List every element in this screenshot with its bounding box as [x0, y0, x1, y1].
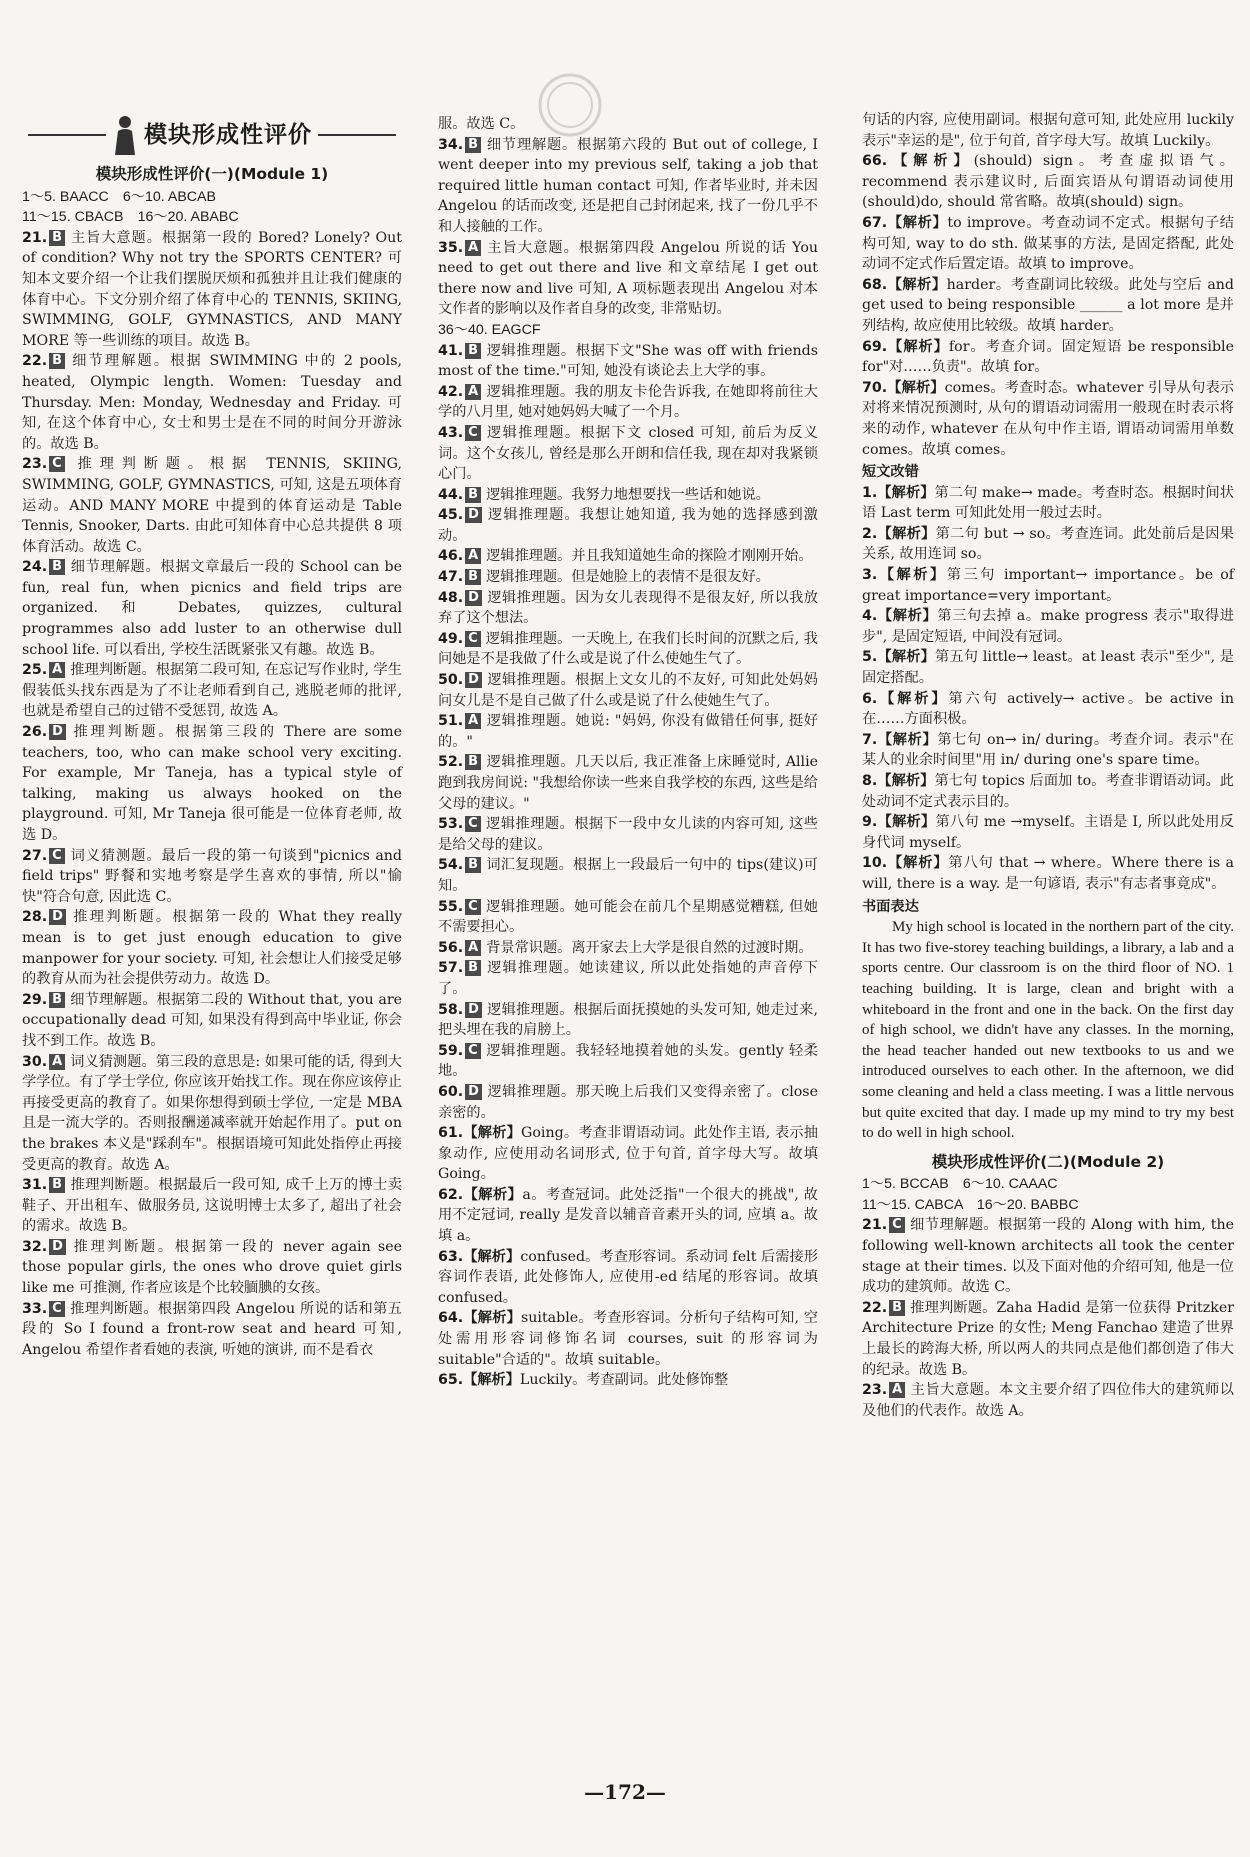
answer-badge: B	[465, 857, 481, 873]
answer-item	[438, 938, 818, 959]
item-text: 逻辑推理题。她说: "妈妈, 你没有做错任何事, 挺好的。"	[438, 713, 818, 750]
item-number: 53.	[438, 816, 464, 833]
col3-item-list-2	[862, 1215, 1234, 1421]
col2-item-list-3	[438, 1123, 818, 1391]
item-text: 逻辑推理题。根据上文女儿的不友好, 可知此处妈妈问女儿是不是自己做了什么或是说了什么使她生气了。	[438, 672, 818, 709]
answer-line: 1～5. BAACC 6～10. ABCAB	[22, 188, 216, 205]
item-number: 59.	[438, 1042, 464, 1059]
answer-badge: A	[465, 713, 481, 729]
item-number: 56.	[438, 939, 464, 956]
answer-item	[862, 853, 1234, 894]
answer-item	[862, 689, 1234, 730]
item-text: 第五句 little→ least。at least 表示"至少", 是固定搭配。	[862, 649, 1234, 687]
item-text: 第三句去掉 a。make progress 表示"取得进步", 是固定短语, 中间没有冠词。	[862, 608, 1234, 645]
answer-item	[22, 1175, 402, 1237]
item-text: 推理判断题。Zaha Hadid 是第一位获得 Pritzker Architecture Prize 的女性; Meng Fanchao 建造了世界上最长的跨海大桥, 所以两人的共同点是他们都创造了伟大的纪录。故选 B。	[862, 1299, 1234, 1378]
item-text: 逻辑推理题。我的朋友卡伦告诉我, 在她即将前往大学的八月里, 她对她妈妈大喊了一个月。	[438, 383, 818, 421]
answer-badge: D	[49, 1239, 66, 1255]
item-text: 逻辑推理题。根据后面抚摸她的头发可知, 她走过来, 把头埋在我的肩膀上。	[438, 1001, 818, 1039]
item-text: 逻辑推理题。根据下文"She was off with friends most of the time."可知, 她没有谈论去上大学的事。	[438, 342, 818, 380]
item-number: 25.	[22, 662, 48, 679]
item-number: 32.	[22, 1238, 48, 1255]
analysis-tag: 【解析】	[877, 814, 936, 831]
item-text: 第六句 actively→ active。be active in 在……方面积极。	[862, 690, 1234, 728]
answer-item	[438, 1370, 818, 1391]
student-figure-icon	[112, 115, 138, 155]
item-text: 逻辑推理题。我轻轻地摸着她的头发。gently 轻柔地。	[438, 1042, 818, 1080]
answer-badge: B	[889, 1300, 905, 1316]
analysis-tag: 【解析】	[877, 649, 936, 666]
answer-badge: B	[49, 992, 65, 1008]
answer-item	[862, 1215, 1234, 1297]
item-number: 4.	[862, 608, 878, 625]
item-text: 推理判断题。根据第一段的 What they really mean is to get just enough education to give manpower for your society. 可知, 社会想让人们接受足够的教育从而为社会提供劳动力。故选 D。	[22, 909, 402, 988]
item-number: 7.	[862, 731, 878, 748]
answer-item	[22, 1237, 402, 1299]
answer-badge: B	[465, 960, 481, 976]
column-1	[22, 110, 402, 1360]
answer-item	[862, 378, 1234, 460]
item-text: 推理判断题。根据 TENNIS, SKIING, SWIMMING, GOLF, GYMNASTICS, 可知, 这是五项体育运动。AND MANY MORE 中提到的体育运动是 Table Tennis, Snooker, Darts. 由此可知体育中心总共提供 8 项体育活动。故选 C。	[22, 456, 402, 555]
analysis-tag: 【解析】	[463, 1248, 521, 1265]
answer-item	[22, 1299, 402, 1361]
item-text: 第八句 that → where。Where there is a will, there is a way. 是一句谚语, 表示"有志者事竟成"。	[862, 855, 1234, 892]
item-number: 62.	[438, 1186, 464, 1203]
item-number: 69.	[862, 338, 888, 355]
analysis-tag: 【解析】	[887, 855, 949, 872]
item-number: 30.	[22, 1053, 48, 1070]
answer-line: 36～40. EAGCF	[438, 321, 541, 338]
answer-badge: C	[465, 1043, 481, 1059]
item-number: 57.	[438, 960, 464, 977]
answer-item	[862, 1298, 1234, 1380]
item-text: Going。考查非谓语动词。此处作主语, 表示抽象动作, 应使用动名词形式, 位于句首, 首字母大写。故填 Going。	[438, 1125, 818, 1183]
item-text: 逻辑推理题。那天晚上后我们又变得亲密了。close 亲密的。	[438, 1083, 818, 1121]
item-number: 64.	[438, 1310, 464, 1327]
answer-badge: B	[49, 353, 65, 369]
answer-badge: A	[465, 240, 481, 256]
col2-item-list	[438, 135, 818, 320]
item-text: to improve。考查动词不定式。根据句子结构可知, way to do sth. 做某事的方法, 是固定搭配, 此处动词不定式作后置定语。故填 to improve。	[862, 214, 1234, 273]
answer-badge: A	[465, 548, 481, 564]
answer-badge: C	[49, 1301, 65, 1317]
item-number: 68.	[862, 276, 888, 293]
writing-heading: 书面表达	[862, 898, 919, 915]
item-number: 45.	[438, 507, 464, 524]
answer-badge: A	[465, 384, 481, 400]
item-text: 推理判断题。根据最后一段可知, 成千上万的博士卖鞋子、开出租车、做服务员, 这说明博士太多了, 超出了社会的需求。故选 B。	[22, 1177, 402, 1235]
answer-badge: B	[49, 230, 65, 246]
analysis-tag: 【解析】	[887, 338, 949, 355]
item-text: 逻辑推理题。但是她脸上的表情不是很友好。	[486, 569, 770, 586]
item-number: 55.	[438, 898, 464, 915]
item-text: 主旨大意题。根据第一段的 Bored? Lonely? Out of condition? Why not try the SPORTS CENTER? 可知本文要介绍一个让我们摆脱厌烦和孤独并且让我们健康的体育中心。下文分别介绍了体育中心的 TENNIS, SKIING, SWIMMING, GOLF, GYMNASTICS, AND MANY MORE 等一些训练的项目。故选 B。	[22, 229, 402, 349]
answer-line: 1～5. BCCAB 6～10. CAAAC	[862, 1176, 1058, 1193]
answer-item	[438, 238, 818, 320]
analysis-tag: 【解析】	[463, 1186, 523, 1203]
item-number: 43.	[438, 424, 464, 441]
analysis-tag: 【解析】	[887, 214, 948, 231]
answer-badge: C	[465, 631, 481, 647]
item-text: 逻辑推理题。我努力地想要找一些话和她说。	[486, 486, 770, 503]
item-number: 50.	[438, 672, 464, 689]
answer-item	[22, 846, 402, 908]
item-text: 逻辑推理题。根据下一段中女儿读的内容可知, 这些是给父母的建议。	[438, 816, 818, 853]
item-number: 44.	[438, 486, 464, 503]
answer-badge: D	[465, 1002, 482, 1018]
item-text: confused。考查形容词。系动词 felt 后需接形容词作表语, 此处修饰人, 应使用-ed 结尾的形容词。故填 confused。	[438, 1248, 818, 1306]
item-text: 细节理解题。根据文章最后一段的 School can be fun, real fun, when picnics and field trips are organized. 和 Debates, quizzes, cultural programmes also add luster to an otherwise dull school life. 可以看出, 学校生活既紧张又有趣。故选 B。	[22, 559, 402, 658]
analysis-tag: 【解析】	[877, 773, 935, 789]
analysis-tag: 【解析】	[463, 1372, 520, 1389]
answer-badge: B	[465, 754, 481, 770]
answer-item	[22, 660, 402, 722]
item-number: 31.	[22, 1177, 48, 1194]
item-number: 5.	[862, 649, 878, 666]
item-text: 细节理解题。根据第六段的 But out of college, I went deeper into my previous self, taking a job that required little human contact 可知, 作者毕业时, 并未因 Angelou 的话而改变, 还是把自己封闭起来, 找了一份几乎不和人接触的工作。	[438, 136, 818, 235]
item-text: 第二句 make→ made。考查时态。根据时间状语 Last term 可知此处用一般过去时。	[862, 484, 1234, 522]
item-text: 细节理解题。根据第一段的 Along with him, the following well-known architects all took the center stage at their times. 以及下面对他的介绍可知, 他是一位成功的建筑师。故选 C。	[862, 1217, 1234, 1296]
answer-badge: D	[465, 507, 482, 523]
answer-item	[438, 546, 818, 567]
item-number: 63.	[438, 1248, 464, 1265]
item-text: 第七句 topics 后面加 to。考查非谓语动词。此处动词不定式表示目的。	[862, 773, 1234, 810]
module-1-title: 模块形成性评价(一)(Module 1)	[95, 165, 329, 183]
item-number: 41.	[438, 342, 464, 359]
item-text: 逻辑推理题。几天以后, 我正准备上床睡觉时, Allie 跑到我房间说: "我想给你读一些来自我学校的东西, 这些是给父母的建议。"	[438, 754, 818, 812]
analysis-tag: 【解析】	[463, 1125, 522, 1142]
item-text: 逻辑推理题。一天晚上, 在我们长时间的沉默之后, 我问她是不是我做了什么或是说了什么使她生气了。	[438, 630, 818, 668]
answer-badge: B	[465, 569, 481, 585]
item-text: 主旨大意题。本文主要介绍了四位伟大的建筑师以及他们的代表作。故选 A。	[862, 1382, 1234, 1419]
item-text: 推理判断题。根据第二段可知, 在忘记写作业时, 学生假装低头找东西是为了不让老师看到自己, 逃脱老师的批评, 也就是希望自己的过错不受惩罚, 故选 A。	[22, 662, 402, 720]
item-text: 逻辑推理题。我想让她知道, 我为她的选择感到激动。	[438, 507, 818, 544]
answer-item	[438, 1247, 818, 1309]
item-number: 8.	[862, 773, 878, 789]
item-number: 60.	[438, 1083, 464, 1100]
item-number: 2.	[862, 525, 878, 542]
item-text: harder。考查副词比较级。此处与空后 and get used to being responsible ______ a lot more 是并列结构, 故应使用比较级。故填 harder。	[862, 276, 1234, 334]
item-number: 65.	[438, 1372, 464, 1389]
item-number: 3.	[862, 567, 878, 584]
item-text: 背景常识题。离开家去上大学是很自然的过渡时期。	[486, 939, 813, 956]
answer-item	[438, 897, 818, 938]
answer-item	[862, 1380, 1234, 1421]
item-number: 21.	[22, 229, 48, 246]
answer-item	[438, 505, 818, 546]
answer-badge: D	[465, 1084, 482, 1100]
error-correction-heading: 短文改错	[862, 464, 919, 481]
continued-text: 服。故选 C。	[438, 116, 525, 132]
item-text: 逻辑推理题。并且我知道她生命的探险才刚刚开始。	[486, 548, 813, 565]
item-text: 词义猜测题。第三段的意思是: 如果可能的话, 得到大学学位。有了学士学位, 你应该开始找工作。现在你应该停止再接受更高的教育了。如果你想得到硕士学位, 一定是 MBA 且是一流大学的。否则报酬递减率就开始起作用了。put on the brakes 本义是"踩刹车"。根据语境可知此处指停止再接受更高的教育。故选 A。	[22, 1053, 402, 1173]
analysis-tag: 【解析】	[877, 731, 938, 748]
item-number: 52.	[438, 754, 464, 771]
analysis-tag: 【解析】	[877, 525, 936, 542]
item-text: 细节理解题。根据 SWIMMING 中的 2 pools, heated, Olympic length. Women: Tuesday and Thursday. Men: Monday, Wednesday and Friday. 可知, 在这个体育中心, 女士和男士是在不同的时间分开游泳的。故选 B。	[22, 353, 402, 452]
item-number: 9.	[862, 814, 878, 831]
item-number: 61.	[438, 1125, 464, 1142]
item-text: 推理判断题。根据第三段的 There are some teachers, too, who can make school very exciting. For example, Mr Taneja, has a typical style of talking, making us always hooked on the playground. 可知, Mr Taneja 很可能是一位体育老师, 故选 D。	[22, 724, 402, 843]
answer-item	[22, 722, 402, 846]
answer-item	[438, 752, 818, 814]
analysis-tag: 【解析】	[463, 1310, 522, 1327]
answer-badge: B	[49, 1177, 65, 1193]
item-number: 6.	[862, 690, 878, 707]
banner-rule-left	[28, 134, 106, 136]
answer-item	[438, 485, 818, 506]
item-text: a。考查冠词。此处泛指"一个很大的挑战", 故用不定冠词, really 是发音以辅音音素开头的词, 应填 a。故填 a。	[438, 1186, 818, 1245]
item-number: 66.	[862, 153, 888, 170]
answer-badge: D	[465, 672, 482, 688]
answer-item	[438, 423, 818, 485]
item-text: 推理判断题。根据第四段 Angelou 所说的话和第五段的 So I found a front-row seat and heard 可知, Angelou 希望作者看她的表演, 听她的演讲, 而不是看衣	[22, 1300, 402, 1358]
answer-item	[862, 771, 1234, 812]
answer-badge: D	[49, 724, 66, 740]
column-3	[862, 110, 1234, 1421]
answer-badge: B	[465, 487, 481, 503]
item-number: 48.	[438, 589, 464, 606]
item-number: 35.	[438, 239, 464, 256]
item-text: 主旨大意题。根据第四段 Angelou 所说的话 You need to get out there and live 和文章结尾 I get out there now and live 可知, A 项标题表现出 Angelou 对本文作者的影响以及作者自身的改变, 非常贴切。	[438, 239, 818, 318]
answer-line: 11～15. CABCA 16～20. BABBC	[862, 1196, 1079, 1213]
answer-item	[438, 670, 818, 711]
answer-item	[438, 1308, 818, 1370]
answer-item	[438, 711, 818, 752]
banner-title: 模块形成性评价	[144, 121, 312, 148]
answer-item	[862, 213, 1234, 275]
item-number: 47.	[438, 569, 464, 586]
item-number: 22.	[862, 1299, 888, 1316]
answer-item	[22, 557, 402, 660]
item-text: comes。考查时态。whatever 引导从句表示对将来情况预测时, 从句的谓语动词需用一般现在时表示将来的动作, whatever 在从句中作主语, 谓语动词需用单数 comes。故填 comes。	[862, 379, 1234, 458]
col3-item-list	[862, 151, 1234, 460]
answer-item	[862, 151, 1234, 213]
answer-badge: C	[465, 425, 481, 441]
item-number: 34.	[438, 136, 464, 153]
answer-badge: C	[49, 848, 65, 864]
item-text: (should) sign。考查虚拟语气。recommend 表示建议时, 后面宾语从句谓语动词使用(should)do, should 常省略。故填(should) sign。	[862, 153, 1234, 211]
answer-item	[22, 454, 402, 557]
answer-line: 11～15. CBACB 16～20. ABABC	[22, 209, 239, 226]
answer-item	[862, 565, 1234, 606]
answer-item	[862, 730, 1234, 771]
item-number: 21.	[862, 1217, 888, 1234]
answer-item	[862, 275, 1234, 337]
answer-badge: B	[49, 559, 65, 575]
item-text: 细节理解题。根据第二段的 Without that, you are occupationally dead 可知, 如果没有得到高中毕业证, 你会找不到工作。故选 B。	[22, 991, 402, 1049]
banner-rule-right	[318, 134, 396, 136]
answer-badge: C	[465, 816, 481, 832]
item-text: 第二句 but → so。考查连词。此处前后是因果关系, 故用连词 so。	[862, 525, 1234, 563]
item-text: 逻辑推理题。她可能会在前几个星期感觉糟糕, 但她不需要担心。	[438, 898, 818, 936]
item-number: 67.	[862, 214, 888, 231]
answer-item	[22, 228, 402, 352]
item-text: 逻辑推理题。她读建议, 所以此处指她的声音停下了。	[438, 960, 818, 997]
answer-item	[862, 812, 1234, 853]
answer-item	[438, 814, 818, 855]
answer-item	[862, 524, 1234, 565]
answer-item	[438, 855, 818, 896]
item-number: 1.	[862, 484, 878, 501]
item-number: 23.	[862, 1382, 888, 1399]
item-number: 51.	[438, 713, 464, 730]
answer-badge: B	[465, 137, 481, 153]
answer-item	[438, 629, 818, 670]
col3-fix-list	[862, 483, 1234, 895]
item-text: suitable。考查形容词。分析句子结构可知, 空处需用形容词修饰名词 courses, suit 的形容词为 suitable"合适的"。故填 suitable。	[438, 1310, 818, 1368]
item-text: 第八句 me →myself。主语是 I, 所以此处用反身代词 myself。	[862, 814, 1234, 851]
analysis-tag: 【解析】	[887, 153, 974, 170]
answer-badge: C	[465, 899, 481, 915]
answer-item	[22, 907, 402, 989]
answer-badge: A	[465, 940, 481, 956]
answer-item	[862, 337, 1234, 378]
answer-item	[22, 990, 402, 1052]
answer-item	[438, 135, 818, 238]
answer-badge: D	[49, 909, 66, 925]
item-number: 49.	[438, 630, 464, 647]
answer-badge: A	[889, 1382, 905, 1398]
item-number: 70.	[862, 379, 888, 396]
answer-item	[862, 606, 1234, 647]
analysis-tag: 【解析】	[877, 608, 938, 625]
item-number: 28.	[22, 909, 48, 926]
item-number: 22.	[22, 353, 48, 370]
item-number: 27.	[22, 847, 48, 864]
analysis-tag: 【解析】	[877, 690, 949, 707]
item-text: 词汇复现题。根据上一段最后一句中的 tips(建议)可知。	[438, 857, 818, 894]
answer-badge: C	[49, 456, 65, 472]
answer-badge: B	[465, 343, 481, 359]
item-text: 词义猜测题。最后一段的第一句谈到"picnics and field trips" 野餐和实地考察是学生喜欢的事情, 所以"愉快"符合句意, 因此选 C。	[22, 847, 402, 905]
answer-badge: D	[465, 590, 482, 606]
answer-item	[862, 647, 1234, 688]
item-number: 24.	[22, 559, 48, 576]
item-text: 第七句 on→ in/ during。考查介词。表示"在某人的业余时间里"用 in/ during one's spare time。	[862, 731, 1234, 769]
answer-item	[22, 1052, 402, 1176]
item-text: 推理判断题。根据第一段的 never again see those popular girls, the ones who drove quiet girls like me 可推测, 作者应该是个比较腼腆的女孩。	[22, 1238, 402, 1297]
answer-item	[862, 483, 1234, 524]
answer-item	[438, 567, 818, 588]
item-text: for。考查介词。固定短语 be responsible for"对……负责"。故填 for。	[862, 338, 1234, 376]
section-banner	[22, 110, 402, 160]
item-text: Luckily。考查副词。此处修饰整	[519, 1372, 729, 1389]
answer-badge: A	[49, 662, 65, 678]
item-number: 26.	[22, 724, 48, 741]
answer-item	[438, 1000, 818, 1041]
item-number: 33.	[22, 1300, 48, 1317]
item-number: 42.	[438, 383, 464, 400]
answer-badge: C	[889, 1217, 905, 1233]
item-number: 54.	[438, 857, 464, 874]
item-number: 10.	[862, 855, 888, 872]
answer-item	[438, 382, 818, 423]
answer-item	[438, 1185, 818, 1247]
model-essay: My high school is located in the northern part of the city. It has two five-storey teaching buildings, a library, a lab and a sports centre. Our classroom is on the third floor of NO. 1 teaching building. It is large, clean and bright with a whiteboard in the front and one in the back. On the first day of high school, we didn't have any classes. In the morning, the head teacher handed out new textbooks to us and we introduced ourselves to each other. In the afternoon, we did some cleaning and held a class meeting. I was a little nervous but quite excited that day. I made up my mind to try my best to do well in high school.	[862, 919, 1234, 1142]
answer-item	[438, 1082, 818, 1123]
answer-item	[438, 341, 818, 382]
col1-item-list	[22, 228, 402, 1361]
analysis-tag: 【解析】	[887, 379, 945, 396]
item-text: 逻辑推理题。根据下文 closed 可知, 前后为反义词。这个女孩儿, 曾经是那么开朗和信任我, 现在却对我紧锁心门。	[438, 424, 818, 483]
item-number: 29.	[22, 991, 48, 1008]
item-number: 23.	[22, 456, 48, 473]
answer-item	[22, 351, 402, 454]
item-number: 46.	[438, 548, 464, 565]
analysis-tag: 【解析】	[887, 276, 947, 293]
answer-item	[438, 1123, 818, 1185]
answer-item	[438, 1041, 818, 1082]
answer-item	[438, 588, 818, 629]
answer-badge: A	[49, 1054, 65, 1070]
analysis-tag: 【解析】	[877, 567, 947, 584]
continued-text: 句话的内容, 应使用副词。根据句意可知, 此处应用 luckily 表示"幸运的是", 位于句首, 首字母大写。故填 Luckily。	[862, 112, 1234, 149]
col2-item-list-2	[438, 341, 818, 1124]
analysis-tag: 【解析】	[877, 484, 935, 501]
item-number: 58.	[438, 1001, 464, 1018]
column-2	[438, 114, 818, 1391]
item-text: 逻辑推理题。因为女儿表现得不是很友好, 所以我放弃了这个想法。	[438, 589, 818, 627]
answer-item	[438, 958, 818, 999]
item-text: 第三句 important→ importance。be of great importance=very important。	[862, 567, 1234, 604]
module-2-title: 模块形成性评价(二)(Module 2)	[931, 1152, 1165, 1171]
page-number: —172—	[584, 1780, 666, 1804]
